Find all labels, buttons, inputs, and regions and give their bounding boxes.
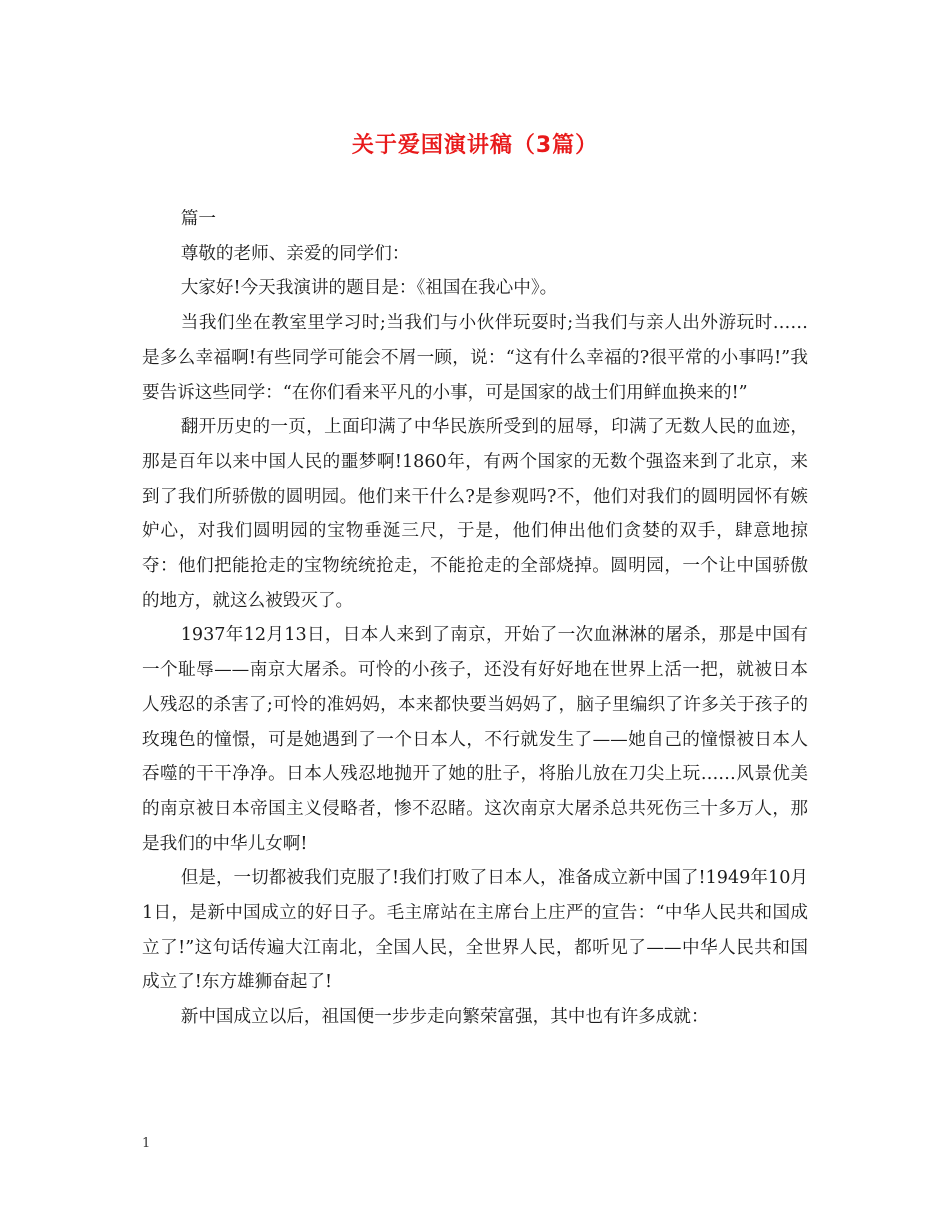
paragraph: 但是，一切都被我们克服了!我们打败了日本人，准备成立新中国了!1949年10月1日，是新中国成立的好日子。毛主席站在主席台上庄严的宣告：“中华人民共和国成立了!”这句话传遍大江南北，全国人民，全世界人民，都听见了——中华人民共和国成立了!东方雄狮奋起了! <box>142 868 808 993</box>
section-heading: 篇一 <box>180 209 216 229</box>
document-body <box>142 202 808 1035</box>
document-title: 关于爱国演讲稿（3篇） <box>351 133 599 158</box>
paragraph: 翻开历史的一页，上面印满了中华民族所受到的屈辱，印满了无数人民的血迹，那是百年以来中国人民的噩梦啊!1860年，有两个国家的无数个强盗来到了北京，来到了我们所骄傲的圆明园。他们来干什么?是参观吗?不，他们对我们的圆明园怀有嫉妒心，对我们圆明园的宝物垂涎三尺，于是，他们伸出他们贪婪的双手，肆意地掠夺：他们把能抢走的宝物统统抢走，不能抢走的全部烧掉。圆明园，一个让中国骄傲的地方，就这么被毁灭了。 <box>142 417 808 611</box>
page-number: 1 <box>142 1136 151 1151</box>
salutation: 尊敬的老师、亲爱的同学们： <box>180 243 410 264</box>
paragraph: 大家好!今天我演讲的题目是：《祖国在我心中》。 <box>180 278 558 299</box>
paragraph: 当我们坐在教室里学习时;当我们与小伙伴玩耍时;当我们与亲人出外游玩时……是多么幸福啊!有些同学可能会不屑一顾，说：“这有什么幸福的?很平常的小事吗!”我要告诉这些同学：“在你们看来平凡的小事，可是国家的战士们用鲜血换来的!” <box>142 313 808 403</box>
paragraph: 1937年12月13日，日本人来到了南京，开始了一次血淋淋的屠杀，那是中国有一个耻辱——南京大屠杀。可怜的小孩子，还没有好好地在世界上活一把，就被日本人残忍的杀害了;可怜的准妈妈，本来都快要当妈妈了，脑子里编织了许多关于孩子的玫瑰色的憧憬，可是她遇到了一个日本人，不行就发生了——她自己的憧憬被日本人吞噬的干干净净。日本人残忍地抛开了她的肚子，将胎儿放在刀尖上玩……风景优美的南京被日本帝国主义侵略者，惨不忍睹。这次南京大屠杀总共死伤三十多万人，那是我们的中华儿女啊! <box>142 625 808 854</box>
paragraph: 新中国成立以后，祖国便一步步走向繁荣富强，其中也有许多成就： <box>180 1007 709 1028</box>
